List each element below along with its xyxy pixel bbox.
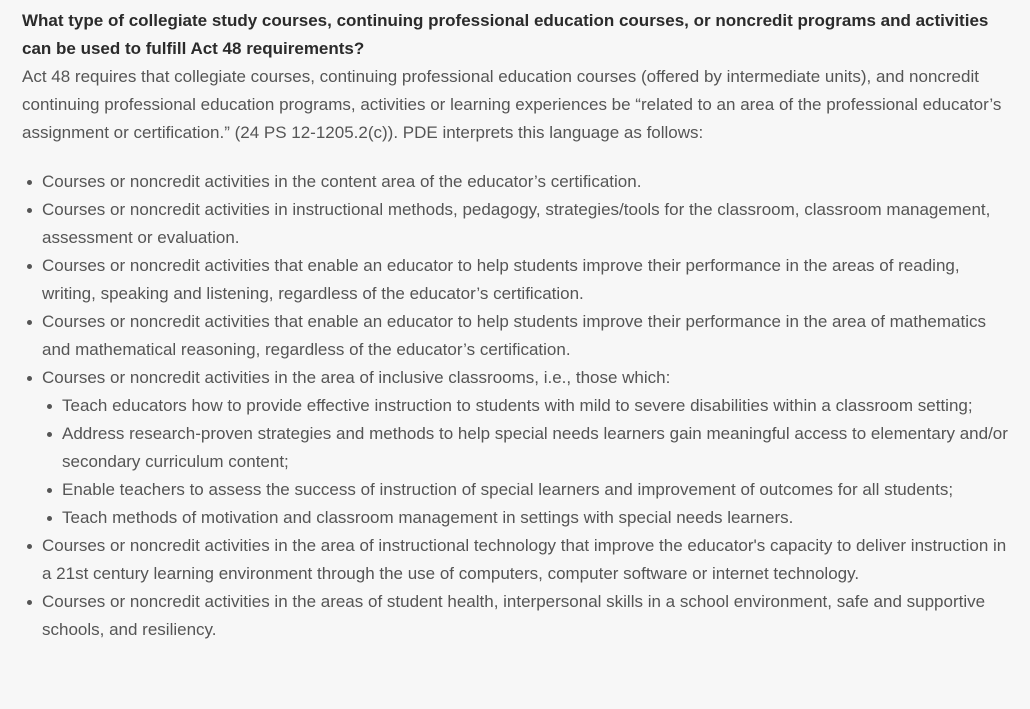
list-item-text: Courses or noncredit activities that enable an educator to help students improve their performance in the areas of reading, writing, speaking and listening, regardless of the educator’s certification. [42, 256, 960, 303]
list-item [42, 532, 1012, 588]
list-item [42, 196, 1012, 252]
sub-list-item-text: Address research-proven strategies and methods to help special needs learners gain meaningful access to elementary and/or secondary curriculum content; [62, 424, 1008, 471]
list-item-text: Courses or noncredit activities in the area of instructional technology that improve the educator's capacity to deliver instruction in a 21st century learning environment through the use of computers, computer software or internet technology. [42, 536, 1007, 583]
sub-list-item [62, 420, 1012, 476]
requirements-list [22, 168, 1012, 644]
list-item-text: Courses or noncredit activities in the areas of student health, interpersonal skills in a school environment, safe and supportive schools, and resiliency. [42, 592, 986, 639]
list-item-text: Courses or noncredit activities in instructional methods, pedagogy, strategies/tools for the classroom, classroom management, assessment or evaluation. [42, 200, 991, 247]
faq-intro: Act 48 requires that collegiate courses, continuing professional education courses (offered by intermediate units), and noncredit continuing professional education programs, activities or learning experiences be “related to an area of the professional educator’s assignment or certification.” (24 PS 12-1205.2(c)). PDE interprets this language as follows: [22, 67, 1002, 142]
list-item [42, 168, 1012, 196]
faq-question: What type of collegiate study courses, continuing professional education courses, or noncredit programs and activities can be used to fulfill Act 48 requirements? [22, 11, 989, 58]
sub-list-item-text: Teach methods of motivation and classroom management in settings with special needs learners. [62, 508, 794, 527]
list-item [42, 252, 1012, 308]
sub-list-item-text: Teach educators how to provide effective instruction to students with mild to severe disabilities within a classroom setting; [62, 396, 973, 415]
list-item-text: Courses or noncredit activities that enable an educator to help students improve their performance in the area of mathematics and mathematical reasoning, regardless of the educator’s certification. [42, 312, 987, 359]
list-item [42, 308, 1012, 364]
sub-list-item [62, 476, 1012, 504]
sub-list-item [62, 504, 1012, 532]
list-item [42, 364, 1012, 532]
sub-list-item [62, 392, 1012, 420]
inclusive-classrooms-sublist [42, 392, 1012, 532]
list-item [42, 588, 1012, 644]
list-item-text: Courses or noncredit activities in the area of inclusive classrooms, i.e., those which: [42, 368, 671, 387]
sub-list-item-text: Enable teachers to assess the success of instruction of special learners and improvement of outcomes for all students; [62, 480, 954, 499]
list-item-text: Courses or noncredit activities in the content area of the educator’s certification. [42, 172, 642, 191]
